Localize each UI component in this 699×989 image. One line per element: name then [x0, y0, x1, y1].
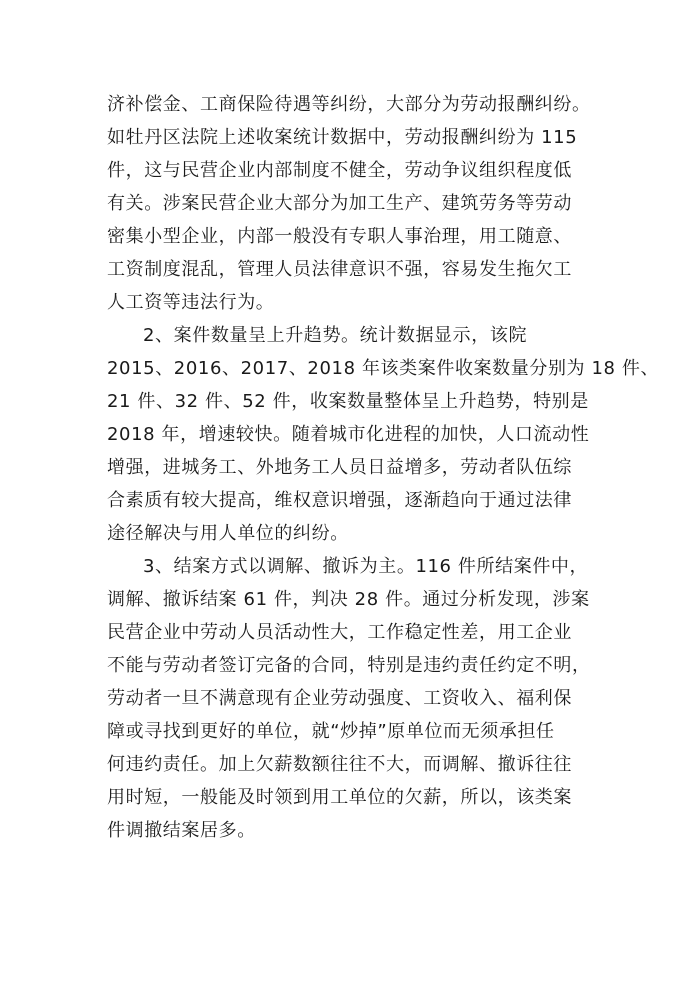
paragraph-line: 不能与劳动者签订完备的合同，特别是违约责任约定不明，: [107, 655, 591, 676]
paragraph-line: 调解、撤诉结案 61 件，判决 28 件。通过分析发现，涉案: [107, 589, 590, 610]
paragraph-line: 增强，进城务工、外地务工人员日益增多，劳动者队伍综: [107, 457, 572, 478]
paragraph-line: 工资制度混乱，管理人员法律意识不强，容易发生拖欠工: [107, 259, 572, 280]
paragraph-line: 21 件、32 件、52 件，收案数量整体呈上升趋势，特别是: [107, 391, 589, 412]
paragraph-line: 件，这与民营企业内部制度不健全，劳动争议组织程度低: [107, 160, 572, 181]
paragraph-line: 途径解决与用人单位的纠纷。: [107, 523, 349, 544]
section-heading-line: 2、案件数量呈上升趋势。统计数据显示，该院: [143, 325, 528, 346]
paragraph-line: 密集小型企业，内部一般没有专职人事治理，用工随意、: [107, 226, 572, 247]
paragraph-line: 济补偿金、工商保险待遇等纠纷，大部分为劳动报酬纠纷。: [107, 94, 591, 115]
paragraph-line: 何违约责任。加上欠薪数额往往不大，而调解、撤诉往往: [107, 754, 572, 775]
paragraph-line: 如牡丹区法院上述收案统计数据中，劳动报酬纠纷为 115: [107, 127, 578, 148]
paragraph-line: 合素质有较大提高，维权意识增强，逐渐趋向于通过法律: [107, 490, 572, 511]
paragraph-line: 2015、2016、2017、2018 年该类案件收案数量分别为 18 件、: [107, 358, 660, 379]
paragraph-line: 用时短，一般能及时领到用工单位的欠薪，所以，该类案: [107, 787, 572, 808]
paragraph-line: 障或寻找到更好的单位，就“炒掉”原单位而无须承担任: [107, 721, 555, 742]
paragraph-line: 件调撤结案居多。: [107, 820, 256, 841]
paragraph-line: 人工资等违法行为。: [107, 292, 275, 313]
paragraph-line: 2018 年，增速较快。随着城市化进程的加快，人口流动性: [107, 424, 590, 445]
paragraph-line: 民营企业中劳动人员活动性大，工作稳定性差，用工企业: [107, 622, 572, 643]
paragraph-line: 劳动者一旦不满意现有企业劳动强度、工资收入、福利保: [107, 688, 572, 709]
paragraph-line: 有关。涉案民营企业大部分为加工生产、建筑劳务等劳动: [107, 193, 572, 214]
section-heading-line: 3、结案方式以调解、撤诉为主。116 件所结案件中，: [143, 556, 589, 577]
